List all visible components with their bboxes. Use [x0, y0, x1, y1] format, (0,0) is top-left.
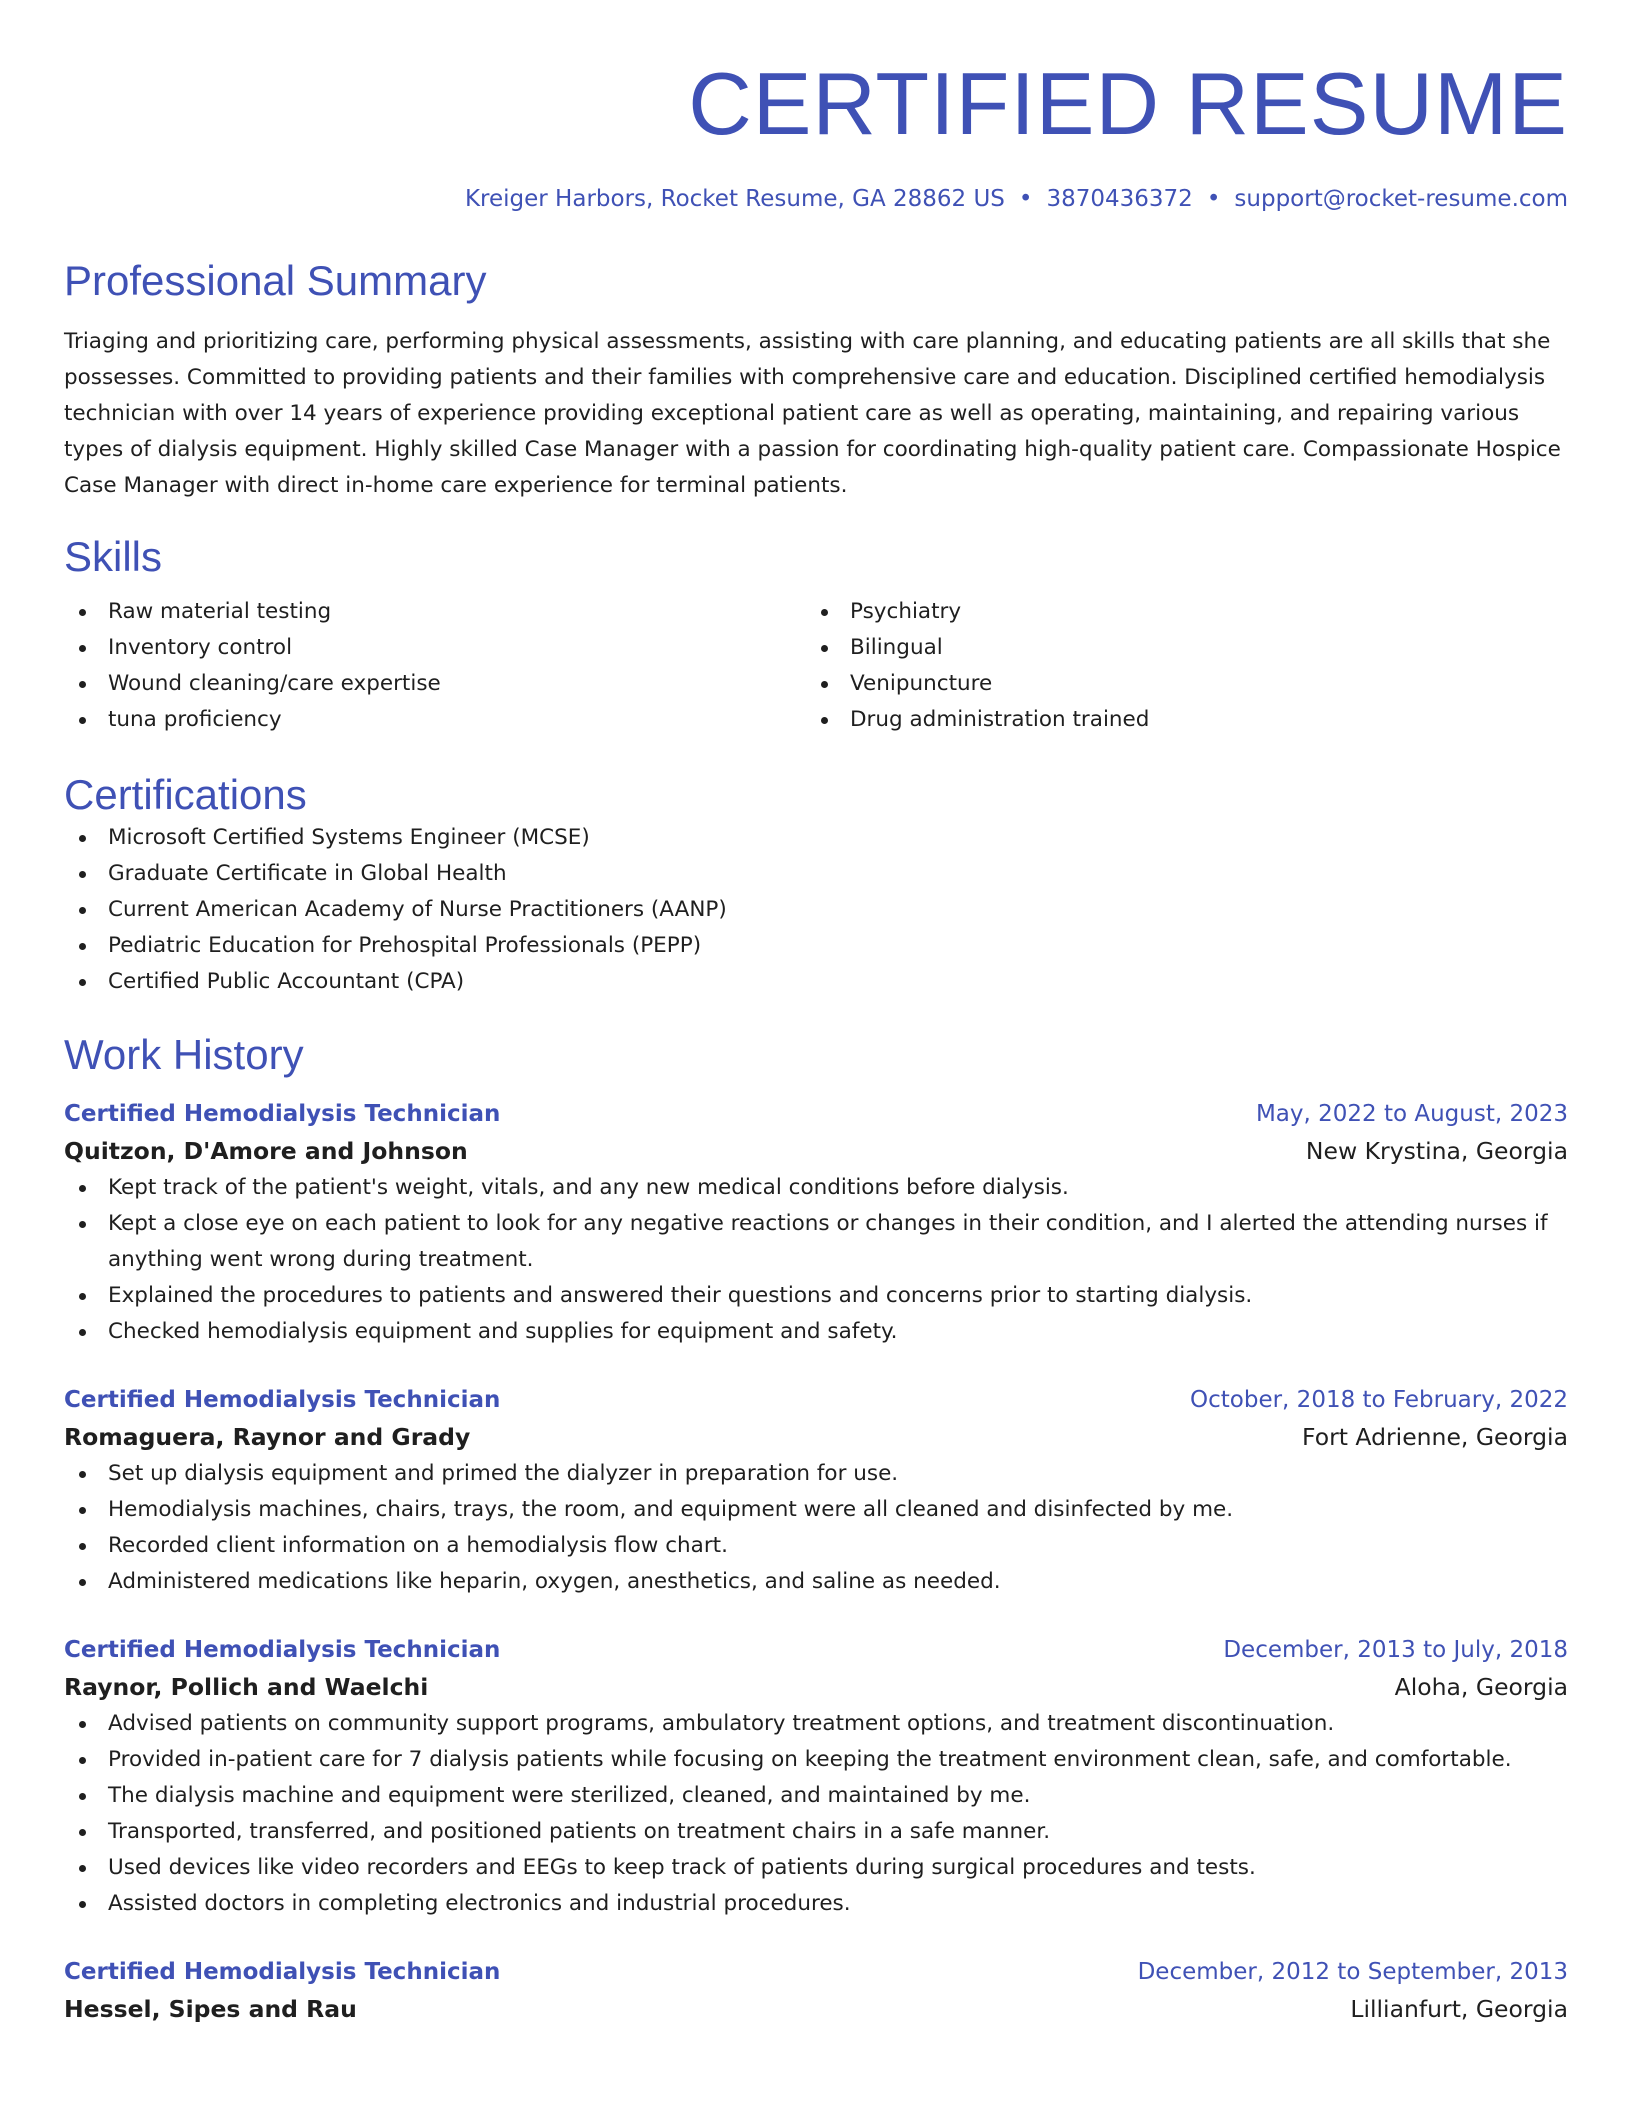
- job-dates: October, 2018 to February, 2022: [1190, 1387, 1568, 1413]
- job-duty: Provided in-patient care for 7 dialysis patients while focusing on keeping the treatment environment clean, safe, and comfortable.: [64, 1742, 1568, 1778]
- job-entry: [64, 1632, 1568, 1922]
- job-duties-list: [64, 1456, 1568, 1600]
- contact-email: support@rocket-resume.com: [1234, 186, 1568, 212]
- certification-item: Graduate Certificate in Global Health: [64, 856, 1568, 892]
- job-location: New Krystina, Georgia: [1305, 1137, 1568, 1165]
- job-header: [64, 1096, 1568, 1132]
- job-company: Hessel, Sipes and Rau: [64, 1995, 357, 2023]
- job-title: Certified Hemodialysis Technician: [64, 1959, 501, 1985]
- job-entry: [64, 1382, 1568, 1600]
- job-company: Raynor, Pollich and Waelchi: [64, 1673, 429, 1701]
- job-employer-row: [64, 1132, 1568, 1170]
- skill-item: Raw material testing: [64, 594, 806, 630]
- skills-column-right: [806, 594, 1548, 738]
- job-duty: Kept track of the patient's weight, vitals, and any new medical conditions before dialysis.: [64, 1170, 1568, 1206]
- job-header: [64, 1382, 1568, 1418]
- certifications-list: [64, 820, 1568, 1000]
- job-location: Aloha, Georgia: [1394, 1673, 1568, 1701]
- job-duty: Explained the procedures to patients and answered their questions and concerns prior to starting dialysis.: [64, 1278, 1568, 1314]
- summary-heading: Professional Summary: [64, 257, 487, 304]
- job-duty: Assisted doctors in completing electronics and industrial procedures.: [64, 1886, 1568, 1922]
- certifications-heading: Certifications: [64, 771, 307, 818]
- job-duty: Hemodialysis machines, chairs, trays, the room, and equipment were all cleaned and disinfected by me.: [64, 1492, 1568, 1528]
- job-employer-row: [64, 1990, 1568, 2028]
- certification-item: Current American Academy of Nurse Practitioners (AANP): [64, 892, 1568, 928]
- skill-item: Venipuncture: [806, 666, 1548, 702]
- job-dates: December, 2012 to September, 2013: [1137, 1959, 1568, 1985]
- skills-grid: [64, 594, 1568, 738]
- skills-list-right: [806, 594, 1548, 738]
- job-company: Romaguera, Raynor and Grady: [64, 1423, 471, 1451]
- skill-item: tuna proficiency: [64, 702, 806, 738]
- skills-column-left: [64, 594, 806, 738]
- job-dates: December, 2013 to July, 2018: [1223, 1637, 1568, 1663]
- certification-item: Certified Public Accountant (CPA): [64, 964, 1568, 1000]
- job-company: Quitzon, D'Amore and Johnson: [64, 1137, 468, 1165]
- certification-item: Pediatric Education for Prehospital Professionals (PEPP): [64, 928, 1568, 964]
- job-employer-row: [64, 1668, 1568, 1706]
- skill-item: Bilingual: [806, 630, 1548, 666]
- job-duty: Used devices like video recorders and EEGs to keep track of patients during surgical procedures and tests.: [64, 1850, 1568, 1886]
- skill-item: Wound cleaning/care expertise: [64, 666, 806, 702]
- contact-address: Kreiger Harbors, Rocket Resume, GA 28862 US: [464, 186, 1005, 212]
- job-title: Certified Hemodialysis Technician: [64, 1637, 501, 1663]
- job-employer-row: [64, 1418, 1568, 1456]
- job-duty: Administered medications like heparin, oxygen, anesthetics, and saline as needed.: [64, 1564, 1568, 1600]
- contact-line: [64, 184, 1568, 214]
- job-duty: The dialysis machine and equipment were sterilized, cleaned, and maintained by me.: [64, 1778, 1568, 1814]
- bullet-separator: •: [1206, 186, 1221, 212]
- job-entry: [64, 1096, 1568, 1350]
- job-duty: Kept a close eye on each patient to look for any negative reactions or changes in their condition, and I alerted the attending nurses if anything went wrong during treatment.: [64, 1206, 1568, 1278]
- contact-phone: 3870436372: [1046, 186, 1193, 212]
- resume-page: [64, 0, 1568, 2028]
- job-entry: [64, 1954, 1568, 2028]
- job-location: Lillianfurt, Georgia: [1350, 1995, 1568, 2023]
- job-duty: Advised patients on community support programs, ambulatory treatment options, and treatment discontinuation.: [64, 1706, 1568, 1742]
- resume-name: CERTIFIED RESUME: [688, 54, 1568, 153]
- job-header: [64, 1632, 1568, 1668]
- bullet-separator: •: [1018, 186, 1033, 212]
- job-duties-list: [64, 1170, 1568, 1350]
- job-duties-list: [64, 1706, 1568, 1922]
- job-title: Certified Hemodialysis Technician: [64, 1101, 501, 1127]
- certification-item: Microsoft Certified Systems Engineer (MCSE): [64, 820, 1568, 856]
- skill-item: Drug administration trained: [806, 702, 1548, 738]
- job-duty: Set up dialysis equipment and primed the dialyzer in preparation for use.: [64, 1456, 1568, 1492]
- skills-heading: Skills: [64, 533, 163, 580]
- job-title: Certified Hemodialysis Technician: [64, 1387, 501, 1413]
- job-dates: May, 2022 to August, 2023: [1255, 1101, 1568, 1127]
- job-duty: Transported, transferred, and positioned patients on treatment chairs in a safe manner.: [64, 1814, 1568, 1850]
- skill-item: Psychiatry: [806, 594, 1548, 630]
- skill-item: Inventory control: [64, 630, 806, 666]
- job-duty: Checked hemodialysis equipment and supplies for equipment and safety.: [64, 1314, 1568, 1350]
- summary-text: Triaging and prioritizing care, performing physical assessments, assisting with care planning, and educating patients are all skills that she possesses. Committed to providing patients and their families with comprehensive care and education. Disciplined certified hemodialysis technician with over 14 years of experience providing exceptional patient care as well as operating, maintaining, and repairing various types of dialysis equipment. Highly skilled Case Manager with a passion for coordinating high-quality patient care. Compassionate Hospice Case Manager with direct in-home care experience for terminal patients.: [64, 329, 1561, 498]
- job-duty: Recorded client information on a hemodialysis flow chart.: [64, 1528, 1568, 1564]
- skills-list-left: [64, 594, 806, 738]
- job-location: Fort Adrienne, Georgia: [1302, 1423, 1568, 1451]
- work-history-heading: Work History: [64, 1031, 304, 1078]
- job-header: [64, 1954, 1568, 1990]
